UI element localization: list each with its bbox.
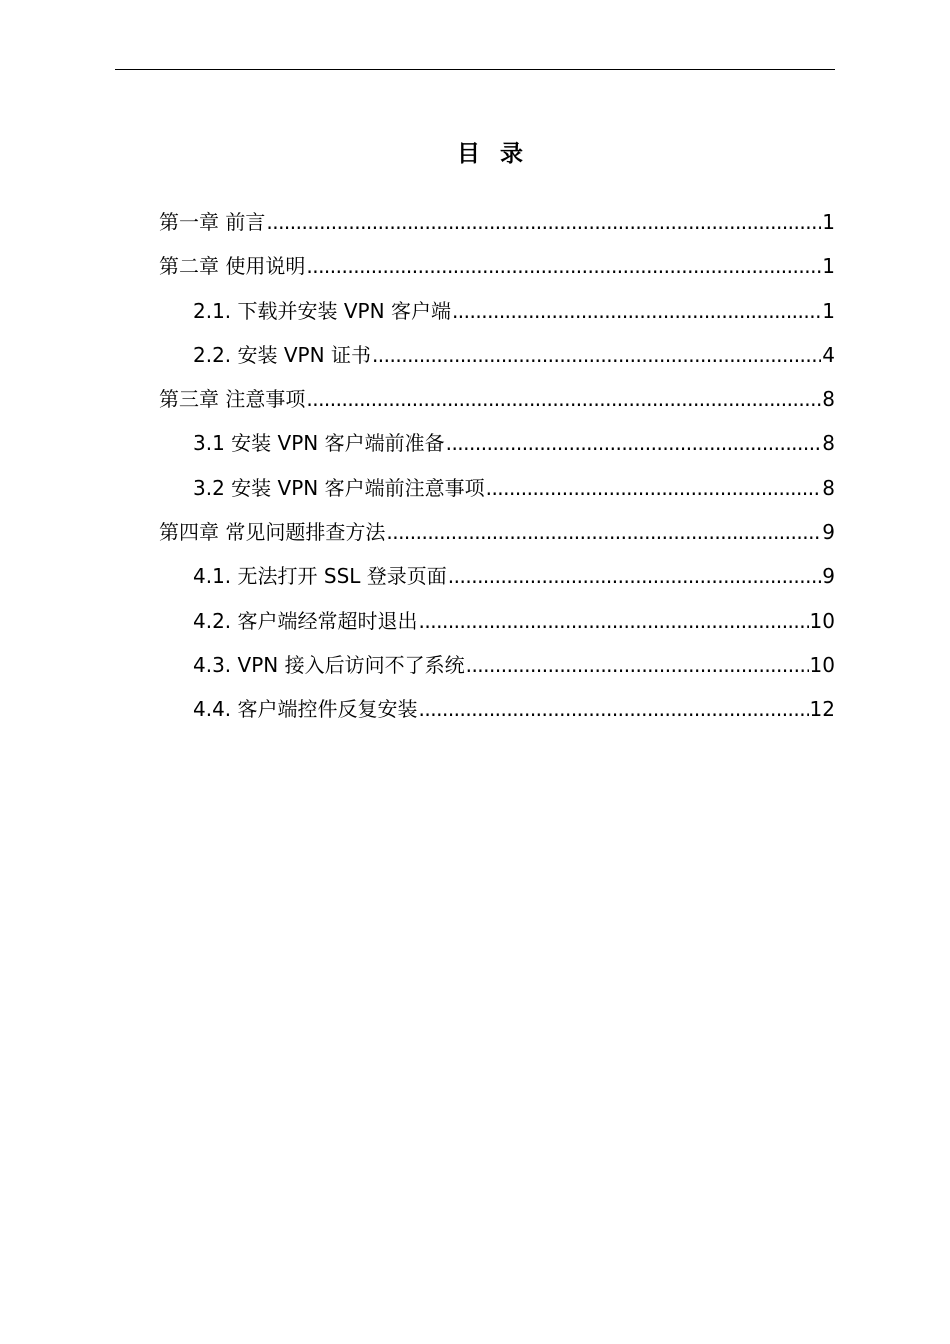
toc-page-number: 1 bbox=[822, 298, 835, 323]
toc-entry-text: 4.3. VPN 接入后访问不了系统 bbox=[193, 652, 465, 677]
toc-page-number: 8 bbox=[822, 475, 835, 500]
toc-entry[interactable] bbox=[159, 421, 835, 465]
toc-page-number: 8 bbox=[822, 387, 835, 412]
toc-page-number: 1 bbox=[822, 254, 835, 279]
toc-leader-dots bbox=[466, 643, 809, 687]
toc-page-number: 4 bbox=[822, 342, 835, 367]
toc-leader-dots bbox=[372, 333, 821, 377]
toc-leader-dots bbox=[448, 554, 821, 598]
toc-page-number: 1 bbox=[822, 210, 835, 234]
toc-entry[interactable] bbox=[159, 643, 835, 687]
toc-entry-text: 4.2. 客户端经常超时退出 bbox=[193, 608, 418, 633]
toc-entry[interactable] bbox=[159, 377, 835, 421]
toc-entry-text: 第二章 使用说明 bbox=[159, 254, 306, 279]
toc-entry[interactable] bbox=[159, 599, 835, 643]
toc-entry[interactable] bbox=[159, 333, 835, 377]
toc-title: 目 录 bbox=[456, 141, 529, 167]
toc-leader-dots bbox=[386, 510, 821, 554]
toc-leader-dots bbox=[419, 599, 809, 643]
toc-leader-dots bbox=[306, 377, 821, 421]
toc-page-number: 9 bbox=[822, 564, 835, 589]
toc-entry-text: 3.1 安装 VPN 客户端前准备 bbox=[193, 431, 445, 456]
header-rule bbox=[115, 69, 835, 70]
toc-page-number: 8 bbox=[822, 431, 835, 456]
toc-leader-dots bbox=[486, 466, 822, 510]
toc-entry[interactable] bbox=[159, 510, 835, 554]
toc-page-number: 10 bbox=[809, 608, 835, 633]
toc-entry-text: 第四章 常见问题排查方法 bbox=[159, 520, 386, 545]
toc-entry-text: 4.1. 无法打开 SSL 登录页面 bbox=[193, 564, 447, 589]
toc-list bbox=[159, 200, 835, 732]
toc-leader-dots bbox=[266, 200, 821, 244]
toc-entry[interactable] bbox=[159, 200, 835, 244]
toc-entry-text: 2.1. 下载并安装 VPN 客户端 bbox=[193, 298, 451, 323]
toc-page-number: 9 bbox=[822, 520, 835, 545]
toc-leader-dots bbox=[306, 244, 821, 288]
toc-entry[interactable] bbox=[159, 244, 835, 288]
toc-entry[interactable] bbox=[159, 687, 835, 731]
toc-page-number: 12 bbox=[809, 697, 835, 722]
toc-entry-text: 3.2 安装 VPN 客户端前注意事项 bbox=[193, 475, 485, 500]
toc-page-number: 10 bbox=[809, 652, 835, 677]
toc-entry[interactable] bbox=[159, 289, 835, 333]
toc-leader-dots bbox=[446, 421, 822, 465]
toc-entry[interactable] bbox=[159, 554, 835, 598]
toc-entry-text: 4.4. 客户端控件反复安装 bbox=[193, 697, 418, 722]
toc-entry-text: 第一章 前言 bbox=[159, 210, 266, 234]
toc-leader-dots bbox=[419, 687, 809, 731]
toc-entry[interactable] bbox=[159, 466, 835, 510]
toc-leader-dots bbox=[452, 289, 821, 333]
toc-entry-text: 2.2. 安装 VPN 证书 bbox=[193, 342, 371, 367]
toc-entry-text: 第三章 注意事项 bbox=[159, 387, 306, 412]
